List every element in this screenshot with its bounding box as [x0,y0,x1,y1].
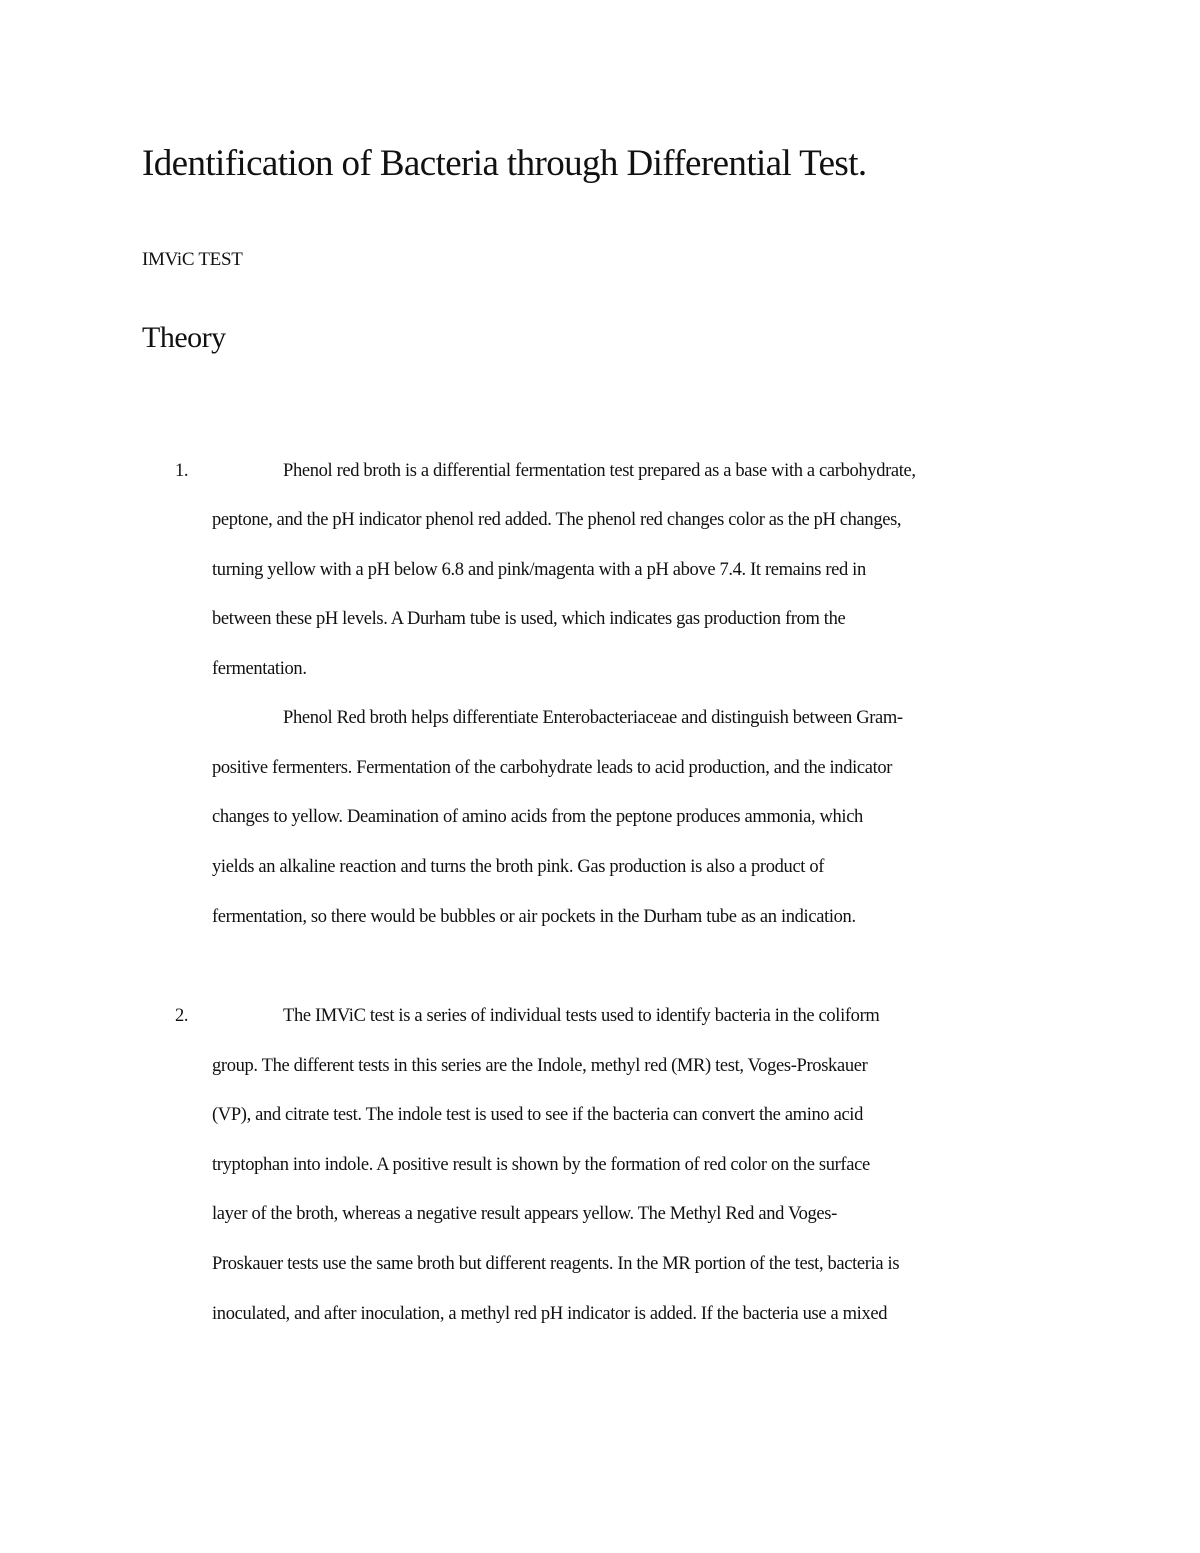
paragraph-line: peptone, and the pH indicator phenol red added. The phenol red changes color as the pH changes, [212,510,902,530]
paragraph-line: between these pH levels. A Durham tube is used, which indicates gas production from the [212,609,846,629]
paragraph-line: yields an alkaline reaction and turns the broth pink. Gas production is also a product of [212,857,825,877]
paragraph-line: positive fermenters. Fermentation of the carbohydrate leads to acid production, and the indicator [212,758,893,778]
paragraph-line: (VP), and citrate test. The indole test is used to see if the bacteria can convert the amino acid [212,1105,863,1125]
list-number: 2. [175,1006,189,1026]
paragraph-line: fermentation, so there would be bubbles or air pockets in the Durham tube as an indication. [212,907,856,927]
paragraph-line: layer of the broth, whereas a negative result appears yellow. The Methyl Red and Voges- [212,1204,837,1224]
paragraph-line: changes to yellow. Deamination of amino acids from the peptone produces ammonia, which [212,807,863,827]
paragraph-line: tryptophan into indole. A positive result is shown by the formation of red color on the surface [212,1155,870,1175]
document-title: Identification of Bacteria through Differential Test. [142,143,867,184]
paragraph-line: Proskauer tests use the same broth but different reagents. In the MR portion of the test, bacteria is [212,1254,900,1274]
paragraph-line: fermentation. [212,659,307,679]
paragraph-line: group. The different tests in this series are the Indole, methyl red (MR) test, Voges-Proskauer [212,1056,868,1076]
paragraph-line: turning yellow with a pH below 6.8 and pink/magenta with a pH above 7.4. It remains red in [212,560,866,580]
section-heading: Theory [142,321,226,354]
list-number: 1. [175,461,189,481]
paragraph-line: The IMViC test is a series of individual tests used to identify bacteria in the coliform [283,1006,880,1026]
paragraph-line: Phenol Red broth helps differentiate Enterobacteriaceae and distinguish between Gram- [283,708,903,728]
subtitle: IMViC TEST [142,249,243,270]
paragraph-line: inoculated, and after inoculation, a methyl red pH indicator is added. If the bacteria use a mixed [212,1304,888,1324]
paragraph-line: Phenol red broth is a differential fermentation test prepared as a base with a carbohydrate, [283,461,916,481]
